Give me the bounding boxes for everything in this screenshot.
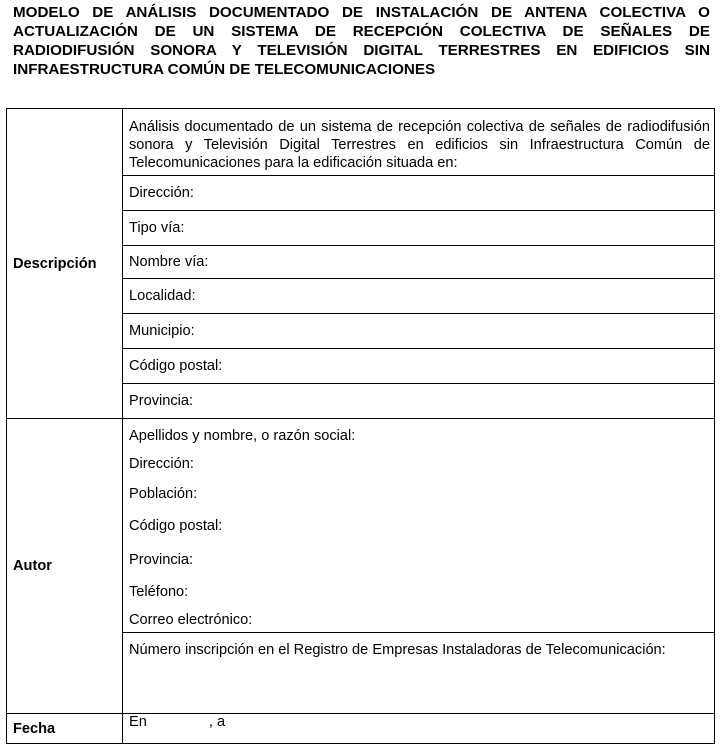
localidad-field[interactable]: Localidad: bbox=[129, 288, 196, 304]
fecha-en: En bbox=[129, 714, 147, 730]
fecha-field[interactable] bbox=[123, 714, 715, 744]
descripcion-label: Descripción bbox=[7, 109, 123, 419]
fecha-label: Fecha bbox=[7, 714, 123, 744]
codigo-postal-field[interactable]: Código postal: bbox=[129, 358, 223, 374]
autor-poblacion-field[interactable]: Población: bbox=[129, 486, 198, 502]
municipio-field[interactable]: Municipio: bbox=[129, 323, 195, 339]
nombre-via-field[interactable]: Nombre vía: bbox=[129, 254, 209, 270]
direccion-field[interactable]: Dirección: bbox=[129, 185, 194, 201]
document-title: MODELO DE ANÁLISIS DOCUMENTADO DE INSTALACIÓN DE ANTENA COLECTIVA O ACTUALIZACIÓN DE UN SISTEMA DE RECEPCIÓN COLECTIVA DE SEÑALES DE RADIODIFUSIÓN SONORA Y TELEVISIÓN DIGITAL TERRESTRES EN EDIFICIOS SIN INFRAESTRUCTURA COMÚN DE TELECOMUNICACIONES bbox=[13, 4, 710, 78]
autor-nombre-field[interactable]: Apellidos y nombre, o razón social: bbox=[129, 428, 356, 444]
registro-field[interactable]: Número inscripción en el Registro de Empresas Instaladoras de Telecomunicación: bbox=[129, 642, 666, 658]
tipo-via-field[interactable]: Tipo vía: bbox=[129, 220, 185, 236]
autor-label: Autor bbox=[7, 419, 123, 714]
autor-fields bbox=[129, 419, 710, 632]
fecha-a: , a bbox=[208, 714, 226, 730]
autor-correo-field[interactable]: Correo electrónico: bbox=[129, 612, 253, 628]
descripcion-intro: Análisis documentado de un sistema de recepción colectiva de señales de radiodifusión sonora y Televisión Digital Terrestres en edificios sin Infraestructura Común de Telecomunicaciones para la edificación situada en: bbox=[129, 119, 710, 171]
analysis-form-table bbox=[6, 108, 715, 744]
provincia-field[interactable]: Provincia: bbox=[129, 393, 194, 409]
autor-direccion-field[interactable]: Dirección: bbox=[129, 456, 194, 472]
autor-provincia-field[interactable]: Provincia: bbox=[129, 552, 194, 568]
autor-telefono-field[interactable]: Teléfono: bbox=[129, 584, 189, 600]
autor-codigo-postal-field[interactable]: Código postal: bbox=[129, 518, 223, 534]
